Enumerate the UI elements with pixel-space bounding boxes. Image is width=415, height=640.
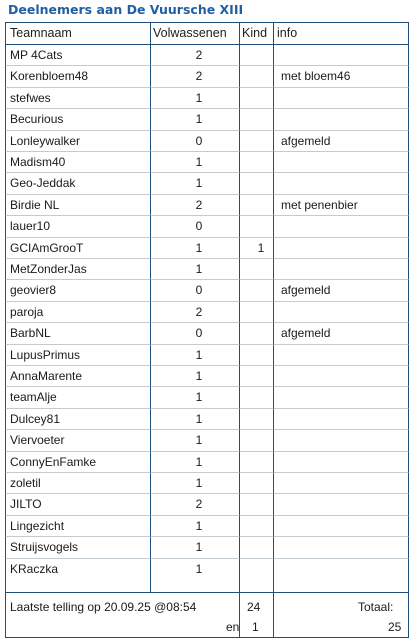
- adults-count: 0: [195, 133, 203, 148]
- table-row: [5, 516, 409, 537]
- table-row: [5, 345, 409, 366]
- adults-count: 0: [195, 283, 203, 298]
- team-name: GCIAmGrooT: [10, 240, 84, 255]
- table-row: [5, 323, 409, 344]
- adults-count: 2: [195, 497, 203, 512]
- adults-count: 1: [195, 347, 203, 362]
- page-title: Deelnemers aan De Vuursche XIII: [8, 2, 244, 17]
- team-name: Viervoeter: [10, 433, 65, 448]
- grand-total: 25: [388, 620, 402, 634]
- and-label: en: [226, 620, 240, 634]
- info-text: afgemeld: [281, 326, 331, 341]
- adults-count: 1: [195, 540, 203, 555]
- table-row: [5, 537, 409, 558]
- table-row: [5, 173, 409, 194]
- team-name: Lingezicht: [10, 518, 65, 533]
- team-name: Dulcey81: [10, 411, 61, 426]
- header-adults: Volwassenen: [153, 26, 227, 40]
- team-name: paroja: [10, 304, 44, 319]
- table-row: [5, 302, 409, 323]
- info-text: afgemeld: [281, 133, 331, 148]
- table-row: [5, 109, 409, 130]
- kids-count: 1: [257, 240, 265, 255]
- adults-count: 1: [195, 176, 203, 191]
- table-row: [5, 280, 409, 301]
- team-name: Struijsvogels: [10, 540, 79, 555]
- footer-divider: [273, 593, 274, 638]
- adults-count: 1: [195, 390, 203, 405]
- table-row: [5, 195, 409, 216]
- adults-count: 0: [195, 326, 203, 341]
- team-name: ConnyEnFamke: [10, 454, 97, 469]
- adults-count: 1: [195, 433, 203, 448]
- team-name: LupusPrimus: [10, 347, 81, 362]
- adults-count: 2: [195, 48, 203, 62]
- adults-count: 2: [195, 197, 203, 212]
- adults-count: 1: [195, 518, 203, 533]
- table-row: [5, 131, 409, 152]
- team-name: Becurious: [10, 112, 64, 127]
- table-row: [5, 238, 409, 259]
- team-name: stefwes: [10, 90, 51, 105]
- team-name: Madism40: [10, 155, 66, 169]
- adults-count: 2: [195, 304, 203, 319]
- table-row: [5, 494, 409, 515]
- team-name: zoletil: [10, 476, 41, 490]
- info-text: afgemeld: [281, 283, 331, 298]
- adults-count: 1: [195, 112, 203, 127]
- table-row: [5, 45, 409, 66]
- table-row: [5, 66, 409, 87]
- info-text: met bloem46: [281, 69, 351, 84]
- team-name: MP 4Cats: [10, 48, 63, 62]
- table-row: [5, 259, 409, 280]
- last-count-text: Laatste telling op 20.09.25 @08:54: [10, 600, 197, 614]
- info-text: met penenbier: [281, 197, 358, 212]
- adults-count: 1: [195, 476, 203, 490]
- team-name: Birdie NL: [10, 197, 60, 212]
- header-team: Teamnaam: [10, 26, 72, 40]
- team-name: Geo-Jeddak: [10, 176, 76, 191]
- adults-count: 1: [195, 240, 203, 255]
- team-name: MetZonderJas: [10, 262, 87, 276]
- header-kids: Kind: [242, 26, 268, 40]
- adults-count: 0: [195, 219, 203, 234]
- adults-total: 24: [247, 600, 261, 614]
- table-row: [5, 559, 409, 580]
- team-name: AnnaMarente: [10, 369, 83, 383]
- adults-count: 1: [195, 561, 203, 576]
- table-row: [5, 387, 409, 408]
- adults-count: 1: [195, 155, 203, 169]
- kids-total: 1: [252, 620, 259, 634]
- table-row: [5, 452, 409, 473]
- table-row: [5, 88, 409, 109]
- table-row: [5, 152, 409, 173]
- table-row: [5, 366, 409, 387]
- adults-count: 1: [195, 369, 203, 383]
- adults-count: 2: [195, 69, 203, 84]
- team-name: Korenbloem48: [10, 69, 89, 84]
- adults-count: 1: [195, 90, 203, 105]
- adults-count: 1: [195, 262, 203, 276]
- total-label: Totaal:: [358, 600, 394, 614]
- team-name: JILTO: [10, 497, 42, 512]
- table-row: [5, 409, 409, 430]
- table-row: [5, 430, 409, 451]
- table-row: [5, 473, 409, 494]
- adults-count: 1: [195, 411, 203, 426]
- team-name: Lonleywalker: [10, 133, 81, 148]
- table-row: [5, 216, 409, 237]
- header-info: info: [277, 26, 298, 40]
- team-name: KRaczka: [10, 561, 59, 576]
- team-name: geovier8: [10, 283, 57, 298]
- team-name: teamAlje: [10, 390, 57, 405]
- adults-count: 1: [195, 454, 203, 469]
- team-name: BarbNL: [10, 326, 51, 341]
- team-name: lauer10: [10, 219, 51, 234]
